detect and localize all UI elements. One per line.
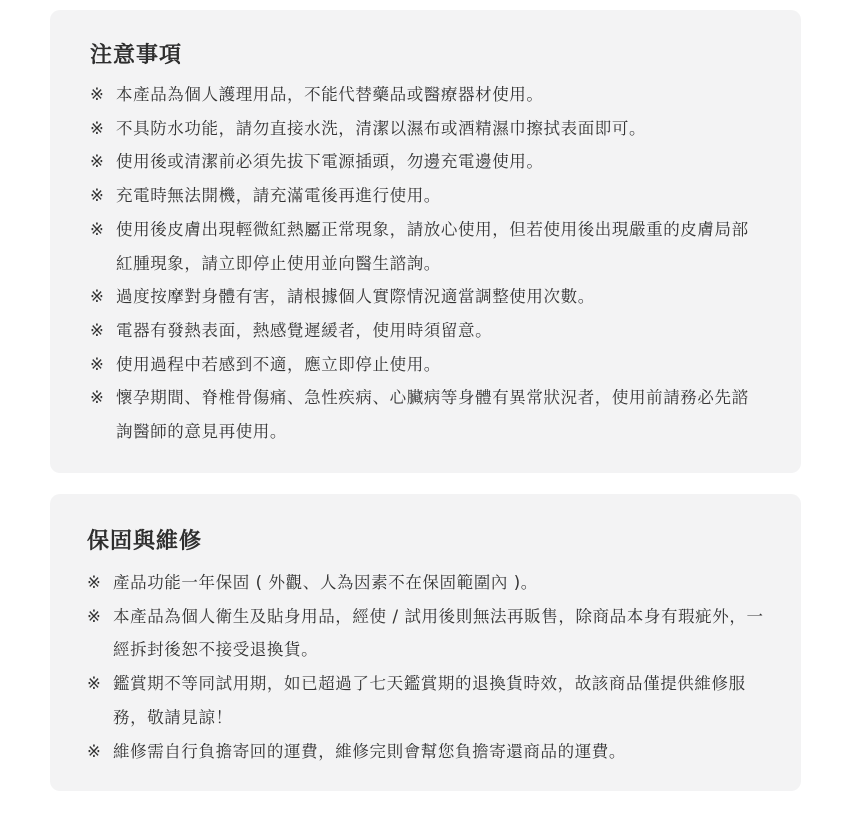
reference-mark-icon: ※ [90,152,105,172]
warranty-title: 保固與維修 [87,529,203,554]
notice-item [90,112,761,146]
reference-mark-icon: ※ [90,388,105,408]
reference-mark-icon: ※ [87,741,102,761]
warranty-item-text: 維修需自行負擔寄回的運費，維修完則會幫您負擔寄還商品的運費。 [113,741,626,761]
reference-mark-icon: ※ [90,186,105,206]
reference-mark-icon: ※ [90,219,105,239]
warranty-item-text: 本產品為個人衛生及貼身用品，經使 / 試用後則無法再販售，除商品本身有瑕疵外，一經拆封後恕不接受退換貨。 [113,606,764,660]
notice-section [50,10,801,473]
warranty-list [87,566,764,768]
reference-mark-icon: ※ [87,606,102,626]
notice-item [90,314,761,348]
warranty-section [50,494,801,791]
reference-mark-icon: ※ [90,85,105,104]
notice-item [90,348,761,382]
warranty-item [87,600,764,667]
notice-item [90,179,761,213]
notice-list [90,78,761,449]
notice-item-text: 不具防水功能，請勿直接水洗，清潔以濕布或酒精濕巾擦拭表面即可。 [116,118,647,138]
notice-item-text: 電器有發熱表面，熱感覺遲緩者，使用時須留意。 [116,320,493,340]
notice-item [90,280,761,314]
notice-item-text: 充電時無法開機，請充滿電後再進行使用。 [116,186,441,206]
warranty-item [87,667,764,734]
notice-item [90,213,761,280]
notice-title: 注意事項 [90,43,183,68]
notice-item [90,78,761,112]
notice-item [90,145,761,179]
reference-mark-icon: ※ [87,573,102,592]
notice-item-text: 使用後或清潔前必須先拔下電源插頭，勿邊充電邊使用。 [116,152,544,172]
notice-item-text: 使用後皮膚出現輕微紅熱屬正常現象，請放心使用，但若使用後出現嚴重的皮膚局部紅腫現象，請立即停止使用並向醫生諮詢。 [116,219,749,273]
reference-mark-icon: ※ [90,118,105,138]
reference-mark-icon: ※ [87,674,102,694]
notice-item-text: 過度按摩對身體有害，請根據個人實際情況適當調整使用次數。 [116,287,595,307]
notice-item-text: 懷孕期間、脊椎骨傷痛、急性疾病、心臟病等身體有異常狀況者，使用前請務必先諮詢醫師的意見再使用。 [116,388,749,442]
notice-item-text: 本產品為個人護理用品，不能代替藥品或醫療器材使用。 [116,85,544,104]
warranty-item-text: 鑑賞期不等同試用期，如已超過了七天鑑賞期的退換貨時效，故該商品僅提供維修服務，敬請見諒！ [113,674,746,727]
reference-mark-icon: ※ [90,320,105,340]
notice-item [90,381,761,448]
warranty-item [87,735,764,769]
warranty-item [87,566,764,600]
notice-item-text: 使用過程中若感到不適，應立即停止使用。 [116,354,441,374]
reference-mark-icon: ※ [90,354,105,374]
warranty-item-text: 產品功能一年保固 ( 外觀、人為因素不在保固範圍內 )。 [113,573,538,592]
reference-mark-icon: ※ [90,287,105,307]
